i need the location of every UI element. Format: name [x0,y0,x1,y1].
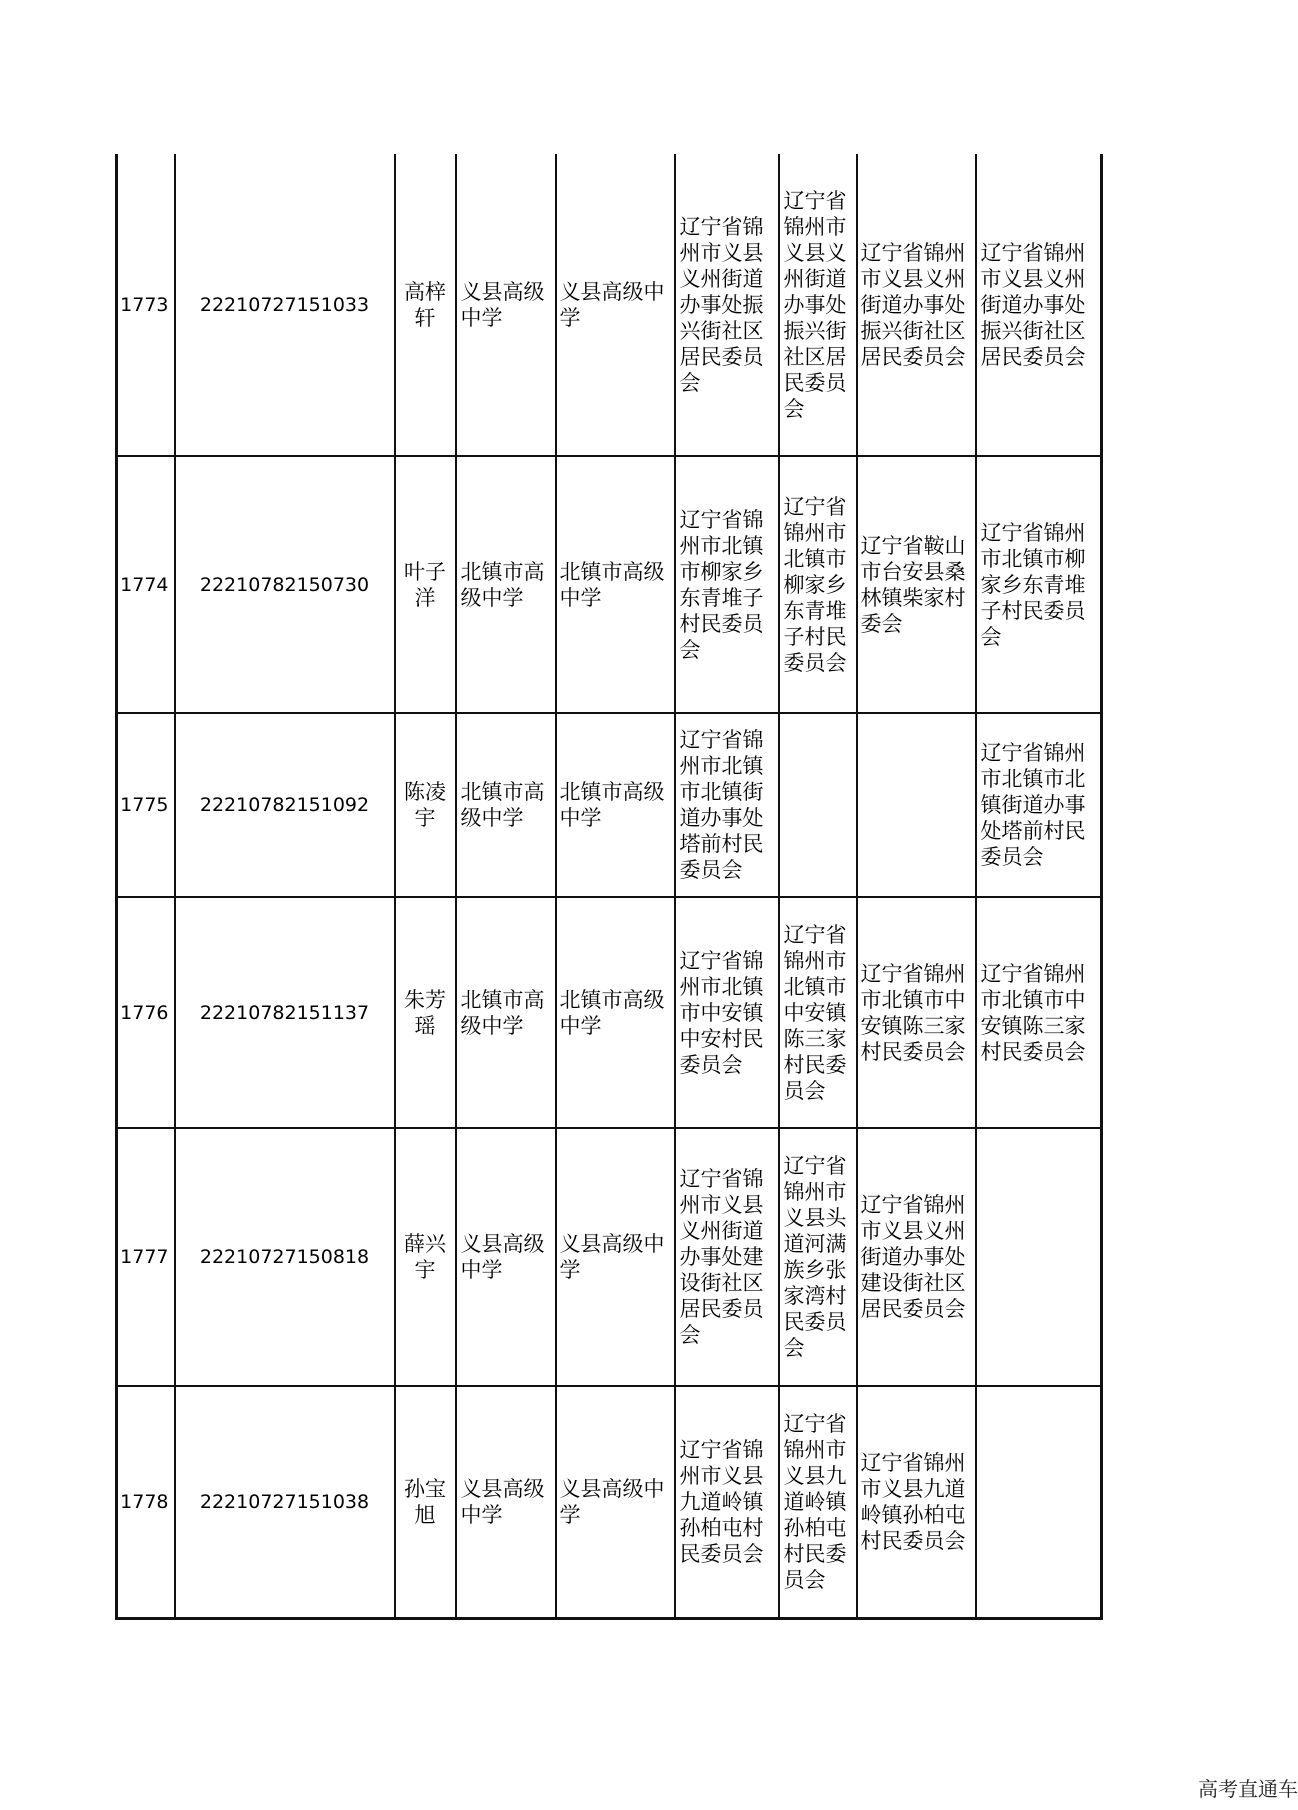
school-cell-b: 北镇市高级中学 [556,897,675,1128]
school-cell-a: 北镇市高级中学 [456,456,556,713]
table-row [117,154,1102,456]
student-name-cell: 薛兴宇 [395,1128,456,1386]
address-cell-c [857,713,976,897]
address-cell-c: 辽宁省鞍山市台安县桑林镇柴家村委会 [857,456,976,713]
address-cell-b: 辽宁省锦州市义县头道河满族乡张家湾村民委员会 [779,1128,857,1386]
address-cell-d: 辽宁省锦州市北镇市中安镇陈三家村民委员会 [976,897,1102,1128]
exam-id-cell: 22210727151038 [175,1386,395,1618]
address-cell-b: 辽宁省锦州市义县九道岭镇孙柏屯村民委员会 [779,1386,857,1618]
student-name-cell: 叶子洋 [395,456,456,713]
address-cell-c: 辽宁省锦州市义县义州街道办事处建设街社区居民委员会 [857,1128,976,1386]
school-cell-b: 义县高级中学 [556,154,675,456]
table-row [117,1128,1102,1386]
address-cell-c: 辽宁省锦州市义县九道岭镇孙柏屯村民委员会 [857,1386,976,1618]
school-cell-a: 义县高级中学 [456,1386,556,1618]
row-number-cell: 1775 [117,713,175,897]
student-name-cell: 高梓轩 [395,154,456,456]
exam-id-cell: 22210727150818 [175,1128,395,1386]
address-cell-d: 辽宁省锦州市义县义州街道办事处振兴街社区居民委员会 [976,154,1102,456]
roster-table [115,154,1103,1620]
address-cell-a: 辽宁省锦州市北镇市中安镇中安村民委员会 [675,897,779,1128]
row-number-cell: 1774 [117,456,175,713]
address-cell-a: 辽宁省锦州市义县九道岭镇孙柏屯村民委员会 [675,1386,779,1618]
address-cell-d: 辽宁省锦州市北镇市北镇街道办事处塔前村民委员会 [976,713,1102,897]
exam-id-cell: 22210782151092 [175,713,395,897]
footer-watermark-text: 高考直通车 [1198,1777,1298,1801]
exam-id-cell: 22210782150730 [175,456,395,713]
table-row [117,1386,1102,1618]
address-cell-d: 辽宁省锦州市北镇市柳家乡东青堆子村民委员会 [976,456,1102,713]
school-cell-b: 北镇市高级中学 [556,456,675,713]
exam-id-cell: 22210727151033 [175,154,395,456]
address-cell-a: 辽宁省锦州市义县义州街道办事处建设街社区居民委员会 [675,1128,779,1386]
table-row [117,456,1102,713]
student-name-cell: 孙宝旭 [395,1386,456,1618]
address-cell-a: 辽宁省锦州市北镇市柳家乡东青堆子村民委员会 [675,456,779,713]
row-number-cell: 1773 [117,154,175,456]
row-number-cell: 1778 [117,1386,175,1618]
address-cell-c: 辽宁省锦州市义县义州街道办事处振兴街社区居民委员会 [857,154,976,456]
table-row [117,713,1102,897]
address-cell-c: 辽宁省锦州市北镇市中安镇陈三家村民委员会 [857,897,976,1128]
student-name-cell: 陈凌宇 [395,713,456,897]
student-name-cell: 朱芳瑶 [395,897,456,1128]
address-cell-b: 辽宁省锦州市北镇市中安镇陈三家村民委员会 [779,897,857,1128]
school-cell-a: 义县高级中学 [456,154,556,456]
table-row [117,897,1102,1128]
address-cell-d [976,1128,1102,1386]
school-cell-a: 北镇市高级中学 [456,897,556,1128]
row-number-cell: 1776 [117,897,175,1128]
address-cell-a: 辽宁省锦州市义县义州街道办事处振兴街社区居民委员会 [675,154,779,456]
exam-id-cell: 22210782151137 [175,897,395,1128]
address-cell-b: 辽宁省锦州市北镇市柳家乡东青堆子村民委员会 [779,456,857,713]
row-number-cell: 1777 [117,1128,175,1386]
address-cell-d [976,1386,1102,1618]
school-cell-a: 义县高级中学 [456,1128,556,1386]
school-cell-b: 义县高级中学 [556,1386,675,1618]
address-cell-b: 辽宁省锦州市义县义州街道办事处振兴街社区居民委员会 [779,154,857,456]
address-cell-b [779,713,857,897]
address-cell-a: 辽宁省锦州市北镇市北镇街道办事处塔前村民委员会 [675,713,779,897]
school-cell-b: 北镇市高级中学 [556,713,675,897]
school-cell-a: 北镇市高级中学 [456,713,556,897]
school-cell-b: 义县高级中学 [556,1128,675,1386]
